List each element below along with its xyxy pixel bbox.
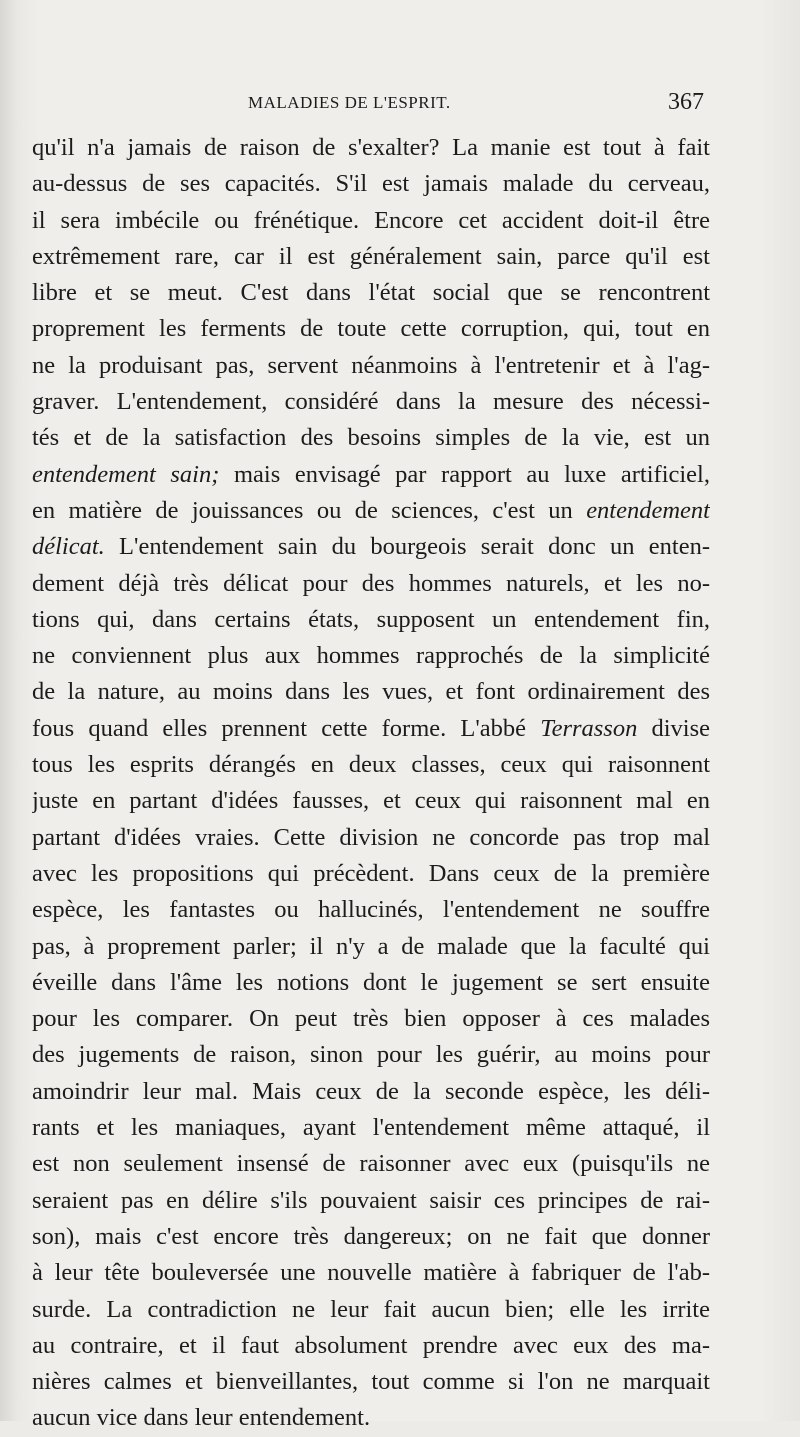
text-span: de la nature, au moins dans les vues, et font ordinairement des <box>32 678 710 706</box>
text-line <box>32 420 710 456</box>
text-line <box>32 1219 710 1255</box>
text-line <box>32 493 710 529</box>
text-line <box>32 1183 710 1219</box>
text-line <box>32 638 710 674</box>
text-span: qu'il n'a jamais de raison de s'exalter? La manie est tout à fait <box>32 134 710 161</box>
text-span: graver. L'entendement, considéré dans la mesure des nécessi- <box>32 388 710 416</box>
text-line <box>32 711 710 747</box>
text-line <box>32 1001 710 1037</box>
text-line <box>32 457 710 493</box>
text-line <box>32 166 710 202</box>
text-span: pas, à proprement parler; il n'y a de malade que la faculté qui <box>32 932 710 960</box>
text-span: divise <box>637 714 710 742</box>
text-span: ne conviennent plus aux hommes rapprochés de la simplicité <box>32 642 710 670</box>
text-span: partant d'idées vraies. Cette division ne concorde pas trop mal <box>32 823 710 851</box>
text-span: nières calmes et bienveillantes, tout comme si l'on ne marquait <box>32 1368 710 1396</box>
text-line <box>32 1328 710 1364</box>
text-span: tions qui, dans certains états, supposent un entendement fin, <box>32 605 710 633</box>
text-span: juste en partant d'idées fausses, et ceux qui raisonnent mal en <box>32 787 710 815</box>
text-line <box>32 602 710 638</box>
text-span: seraient pas en délire s'ils pouvaient saisir ces principes de rai- <box>32 1186 710 1214</box>
text-line <box>32 965 710 1001</box>
text-line <box>32 529 710 565</box>
text-line <box>32 203 710 239</box>
text-line <box>32 275 710 311</box>
text-line <box>32 1110 710 1146</box>
text-line <box>32 130 710 166</box>
text-span: amoindrir leur mal. Mais ceux de la seconde espèce, les déli- <box>32 1077 710 1105</box>
text-line <box>32 929 710 965</box>
text-line <box>32 348 710 384</box>
text-span: mais envisagé par rapport au luxe artificiel, <box>219 460 710 488</box>
text-span: libre et se meut. C'est dans l'état social que se rencontrent <box>32 279 710 307</box>
text-span: rants et les maniaques, ayant l'entendement même attaqué, il <box>32 1114 710 1142</box>
running-title: MALADIES DE L'ESPRIT. <box>248 93 451 112</box>
text-line <box>32 566 710 602</box>
italic-text: Terrasson <box>540 714 638 742</box>
text-span: au-dessus de ses capacités. S'il est jamais malade du cerveau, <box>32 170 710 198</box>
text-span: en matière de jouissances ou de sciences, c'est un <box>32 496 587 524</box>
text-span: ne la produisant pas, servent néanmoins à l'entretenir et à l'ag- <box>32 351 710 379</box>
text-span: éveille dans l'âme les notions dont le jugement se sert ensuite <box>32 968 710 996</box>
text-line <box>32 1400 710 1436</box>
text-line <box>32 674 710 710</box>
italic-text: entendement sain; <box>32 460 220 488</box>
page-number: 367 <box>668 89 704 115</box>
text-span: dement déjà très délicat pour des hommes naturels, et les no- <box>32 569 710 597</box>
text-line <box>32 1146 710 1182</box>
text-span: il sera imbécile ou frénétique. Encore cet accident doit-il être <box>32 206 710 234</box>
text-span: au contraire, et il faut absolument prendre avec eux des ma- <box>32 1331 710 1359</box>
text-span: proprement les ferments de toute cette corruption, qui, tout en <box>32 315 710 343</box>
text-span: surde. La contradiction ne leur fait aucun bien; elle les irrite <box>32 1295 710 1323</box>
text-line <box>32 239 710 275</box>
text-span: son), mais c'est encore très dangereux; on ne fait que donner <box>32 1222 710 1250</box>
italic-text: entendement <box>586 496 710 524</box>
text-span: L'entendement sain du bourgeois serait donc un enten- <box>104 533 710 561</box>
text-line <box>32 1364 710 1400</box>
text-span: tés et de la satisfaction des besoins simples de la vie, est un <box>32 424 710 452</box>
body-text <box>32 130 710 1437</box>
text-span: avec les propositions qui précèdent. Dans ceux de la première <box>32 859 710 887</box>
text-line <box>32 1292 710 1328</box>
text-span: fous quand elles prennent cette forme. L'abbé <box>32 714 541 742</box>
text-span: espèce, les fantastes ou hallucinés, l'entendement ne souffre <box>32 896 710 924</box>
text-line <box>32 747 710 783</box>
text-line <box>32 1255 710 1291</box>
text-line <box>32 783 710 819</box>
text-line <box>32 856 710 892</box>
text-span: est non seulement insensé de raisonner avec eux (puisqu'ils ne <box>32 1150 710 1178</box>
text-span: extrêmement rare, car il est généralement sain, parce qu'il est <box>32 242 710 270</box>
text-span: aucun vice dans leur entendement. <box>32 1404 371 1432</box>
text-span: des jugements de raison, sinon pour les guérir, au moins pour <box>32 1041 710 1069</box>
text-line <box>32 1037 710 1073</box>
text-span: pour les comparer. On peut très bien opposer à ces malades <box>32 1005 710 1033</box>
running-head <box>0 90 800 116</box>
text-line <box>32 384 710 420</box>
italic-text: délicat. <box>32 533 105 561</box>
text-span: à leur tête bouleversée une nouvelle matière à fabriquer de l'ab- <box>32 1259 710 1287</box>
text-line <box>32 820 710 856</box>
text-line <box>32 892 710 928</box>
text-line <box>32 311 710 347</box>
text-line <box>32 1074 710 1110</box>
text-span: tous les esprits dérangés en deux classes, ceux qui raisonnent <box>32 751 710 779</box>
